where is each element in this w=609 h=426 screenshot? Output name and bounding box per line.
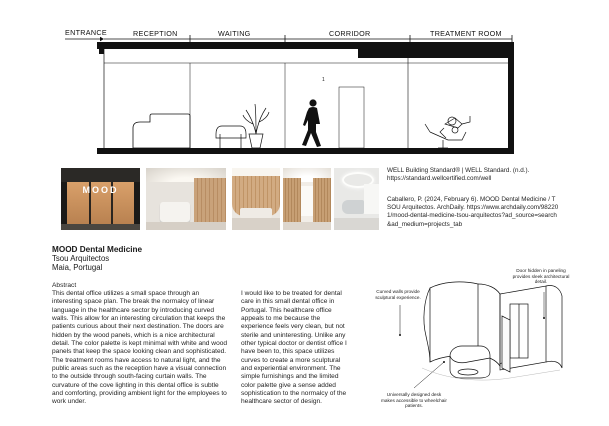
entrance-header (99, 49, 104, 54)
waiting-bench (240, 208, 272, 218)
section-drawing (0, 0, 609, 160)
corridor-left-wall (283, 178, 301, 222)
axon-diagram (360, 260, 609, 426)
abstract-heading: Abstract (52, 282, 77, 289)
reference-archdaily: Caballero, P. (2024, February 6). MOOD Dental Medicine / TSOU Arquitectos. ArchDaily. https://www.archdaily.com/982201/mood-dental-medicine-tsou-arquitectos?ad_source=search&ad_medium=projects_tab (387, 196, 559, 228)
plant-leaves (243, 104, 269, 134)
callout-hidden-door: Door hidden in paneling provides sleek architectural detail. (512, 268, 570, 285)
person-silhouette (302, 99, 321, 147)
right-wall (508, 42, 514, 154)
door-number: 1 (322, 77, 325, 83)
section-svg (0, 0, 609, 160)
project-title: MOOD Dental Medicine (52, 245, 143, 254)
treatment-window (364, 184, 379, 214)
treatment-floor (334, 218, 379, 230)
thumbnail-corridor[interactable] (283, 168, 331, 230)
waiting-floor (232, 218, 280, 230)
label-treatment-room: TREATMENT ROOM (430, 29, 502, 38)
opinion-text: I would like to be treated for dental care in this small dental office in Portugal. This healthcare office appeals to me because the experience feels very clean, but not sterile and uninteresting. Unlike any other typical doctor or dentist office I have been to, this space utilizes curves to create a more sculptural and experiential environment. The simple furnishings and the limited color palette give a sense added sophistication to the normalcy of the healthcare sector of design. (241, 290, 347, 406)
thumbnail-storefront[interactable] (61, 168, 140, 230)
corridor-floor (283, 222, 331, 230)
abstract-text: This dental office utilizes a small space through an interesting space plan. The break the normalcy of linear language in the healthcare sector by introducing curved walls. This allow for an interesting circulation that keeps the patients curious about their next destination. The doors are hidden by the wood panels, which is a nice architectural detail. The color palette is kept minimal with white and wood panels that keep the space looking clean and sophisticated. The treatment rooms have access to natural light, and the public areas such as the reception have a visual connection to the outside through south-facing curtain walls. The curvature of the cove lighting in this dental office is subtle and comforting, providing ambient light for the employees to work under. (52, 290, 228, 406)
thumbnail-treatment-room[interactable] (334, 168, 379, 230)
label-entrance: ENTRANCE (65, 28, 107, 37)
entrance-arrowhead (100, 37, 104, 41)
storefront-sign: MOOD (82, 185, 119, 195)
floor-line (422, 368, 560, 380)
thumbnail-reception[interactable] (146, 168, 226, 230)
thumbnail-waiting[interactable] (232, 168, 280, 230)
label-corridor: CORRIDOR (329, 29, 371, 38)
reception-floor (146, 222, 226, 230)
label-reception: RECEPTION (133, 29, 178, 38)
reference-well: WELL Building Standard® | WELL Standard. (n.d.). https://standard.wellcertified.com/well (387, 167, 530, 183)
dropped-ceiling (358, 49, 514, 58)
front-wall (502, 316, 510, 372)
universal-desk (450, 346, 490, 378)
reception-desk-photo (160, 202, 190, 222)
callout-curved-walls: Curved walls provide sculptural experience. (375, 289, 421, 300)
leader-desk (414, 362, 444, 388)
corridor-door (339, 87, 364, 148)
label-waiting: WAITING (218, 29, 251, 38)
reception-desk (133, 114, 190, 148)
project-location: Maia, Portugal (52, 263, 103, 272)
waiting-chair (216, 126, 246, 148)
corridor-right-wall (313, 178, 331, 222)
dental-chair (425, 116, 470, 148)
storefront-header (61, 168, 140, 182)
floor-slab (97, 148, 514, 154)
plant-pot (249, 134, 263, 148)
ceiling-slab (97, 42, 514, 49)
callout-universal-desk: Universally designed desk makes accessible to wheelchair patients. (381, 392, 447, 409)
corridor-end (301, 186, 313, 216)
treatment-chair (342, 200, 364, 214)
storefront-floor (61, 224, 140, 230)
project-firm: Tsou Arquitectos (52, 254, 110, 263)
